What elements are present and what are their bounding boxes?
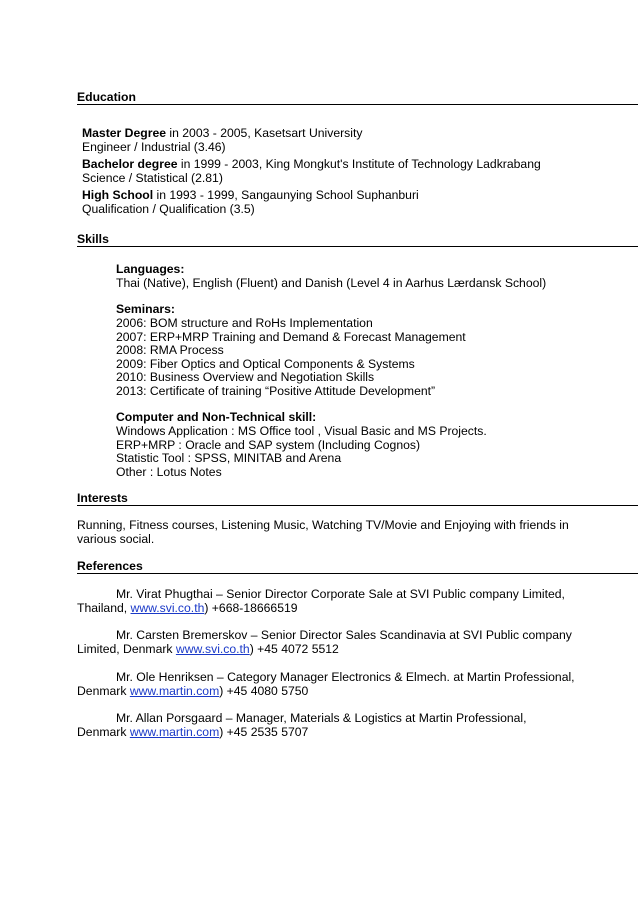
- interests-text-line2: various social.: [77, 532, 155, 546]
- seminars-title: Seminars:: [116, 302, 175, 316]
- reference-phone: ) +45 4080 5750: [219, 684, 309, 698]
- references-heading: [77, 559, 638, 574]
- reference-line2: [77, 601, 298, 615]
- computer-skill-item: Statistic Tool : SPSS, MINITAB and Arena: [116, 451, 342, 465]
- reference-prefix: Denmark: [77, 725, 130, 739]
- interests-heading: [77, 491, 638, 506]
- bachelor-degree-field: Science / Statistical (2.81): [82, 171, 223, 185]
- reference-prefix: Limited, Denmark: [77, 642, 176, 656]
- languages-text: Thai (Native), English (Fluent) and Danish (Level 4 in Aarhus Lærdansk School): [116, 276, 547, 290]
- highschool-detail: in 1993 - 1999, Sangaunying School Suphanburi: [153, 188, 419, 202]
- languages-title: Languages:: [116, 262, 185, 276]
- master-degree-detail: in 2003 - 2005, Kasetsart University: [166, 126, 363, 140]
- bachelor-degree-label: Bachelor degree: [82, 157, 178, 171]
- bachelor-degree-detail: in 1999 - 2003, King Mongkut's Institute of Technology Ladkrabang: [177, 157, 541, 171]
- interests-text-line1: Running, Fitness courses, Listening Music, Watching TV/Movie and Enjoying with friends in: [77, 518, 569, 532]
- seminar-item: 2006: BOM structure and RoHs Implementation: [116, 316, 373, 330]
- interests-heading-label: Interests: [77, 491, 128, 505]
- reference-website-link[interactable]: www.martin.com: [129, 725, 220, 739]
- reference-prefix: Thailand,: [77, 601, 131, 615]
- reference-line1: Mr. Ole Henriksen – Category Manager Electronics & Elmech. at Martin Professional,: [116, 670, 575, 684]
- reference-line1: Mr. Carsten Bremerskov – Senior Director Sales Scandinavia at SVI Public company: [116, 628, 572, 642]
- seminar-item: 2008: RMA Process: [116, 343, 224, 357]
- seminar-item: 2013: Certificate of training “Positive Attitude Development”: [116, 383, 436, 398]
- skills-heading-label: Skills: [77, 232, 109, 246]
- computer-skill-item: ERP+MRP : Oracle and SAP system (Including Cognos): [116, 437, 421, 452]
- reference-line1: Mr. Virat Phugthai – Senior Director Corporate Sale at SVI Public company Limited,: [116, 587, 565, 601]
- highschool-field: Qualification / Qualification (3.5): [82, 202, 255, 216]
- computer-skills-title: Computer and Non-Technical skill:: [116, 410, 317, 424]
- education-highschool-line: [82, 188, 419, 202]
- reference-line2: [77, 725, 308, 739]
- education-heading-label: Education: [77, 90, 136, 104]
- skills-heading: [77, 232, 638, 247]
- reference-website-link[interactable]: www.martin.com: [129, 684, 220, 698]
- seminar-item: 2007: ERP+MRP Training and Demand & Forecast Management: [116, 329, 466, 344]
- reference-phone: ) +45 2535 5707: [219, 725, 309, 739]
- reference-website-link[interactable]: www.svi.co.th: [175, 642, 250, 656]
- master-degree-label: Master Degree: [82, 126, 166, 140]
- education-bachelor-line: [82, 157, 541, 171]
- seminar-item: 2009: Fiber Optics and Optical Components & Systems: [116, 356, 415, 371]
- reference-phone: ) +45 4072 5512: [249, 642, 339, 656]
- education-master-line: [82, 126, 362, 140]
- reference-website-link[interactable]: www.svi.co.th: [130, 601, 205, 615]
- reference-phone: ) +668-18666519: [204, 601, 298, 615]
- references-heading-label: References: [77, 559, 143, 573]
- highschool-label: High School: [82, 188, 154, 202]
- reference-line2: [77, 684, 308, 698]
- education-heading: [77, 90, 638, 105]
- reference-prefix: Denmark: [77, 684, 130, 698]
- computer-skill-item: Windows Application : MS Office tool , Visual Basic and MS Projects.: [116, 424, 487, 438]
- seminar-item: 2010: Business Overview and Negotiation Skills: [116, 370, 375, 384]
- reference-line1: Mr. Allan Porsgaard – Manager, Materials & Logistics at Martin Professional,: [116, 711, 527, 725]
- reference-line2: [77, 642, 339, 656]
- computer-skill-item: Other : Lotus Notes: [116, 464, 222, 479]
- master-degree-field: Engineer / Industrial (3.46): [82, 140, 226, 154]
